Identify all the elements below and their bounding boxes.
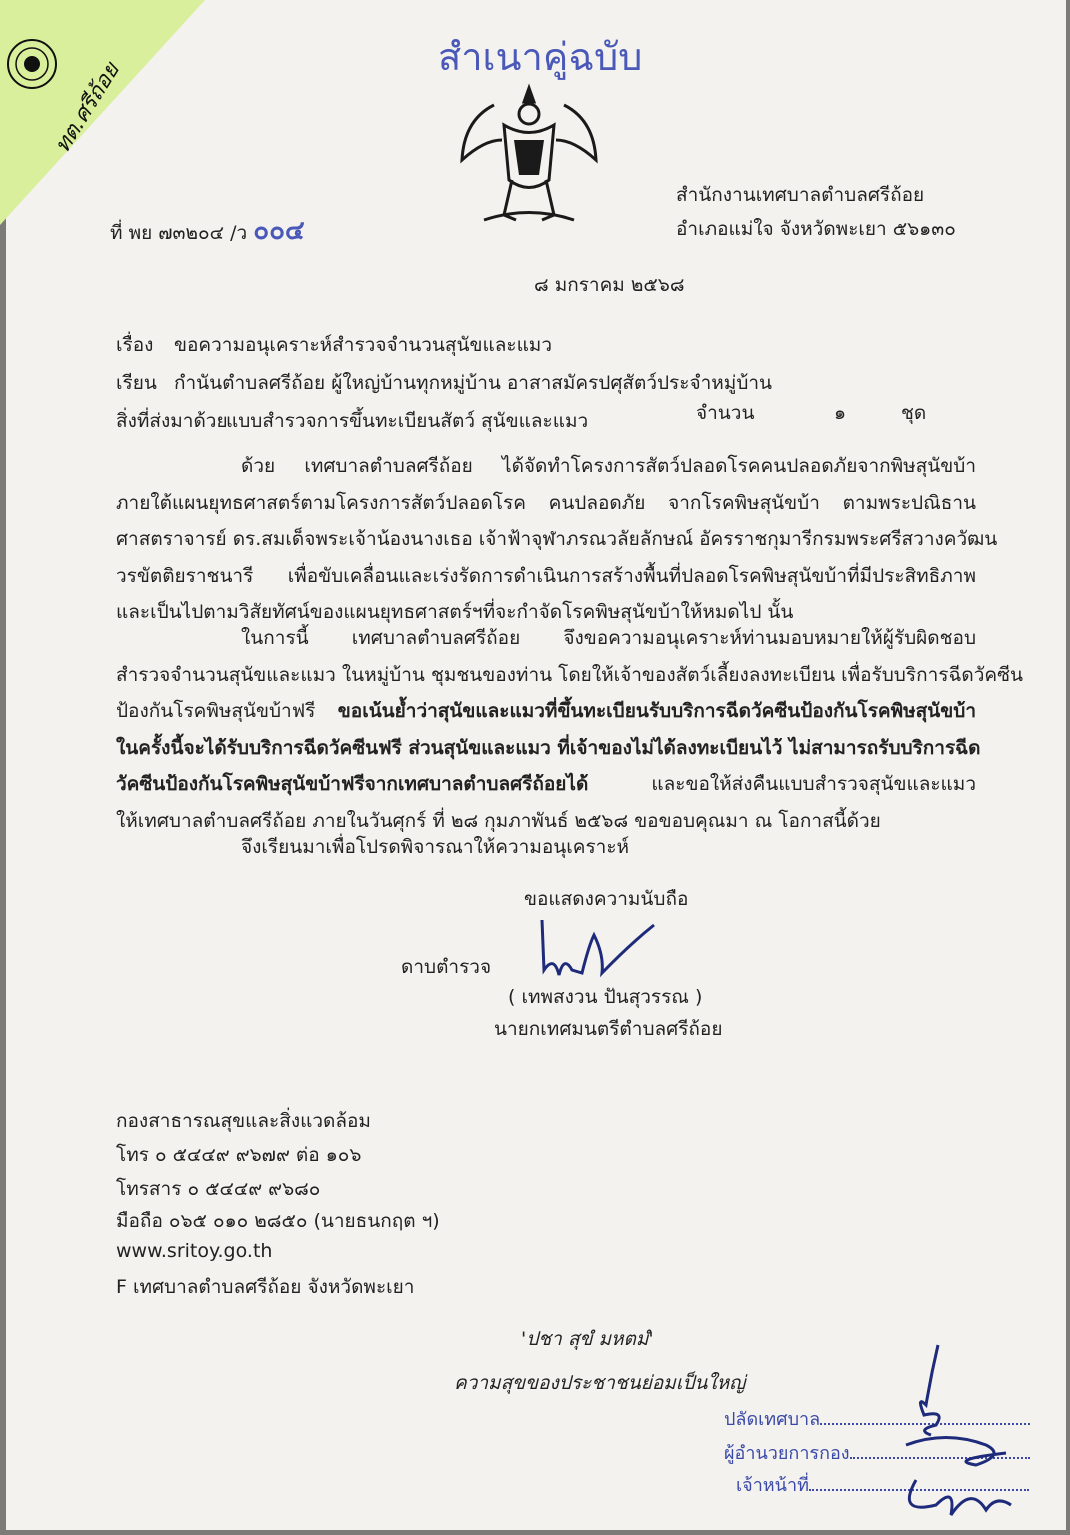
para2-line: [116, 693, 976, 730]
para1-line: ด้วย เทศบาลตำบลศรีถ้อย ได้จัดทำโครงการสัตว์ปลอดโรคคนปลอดภัยจากพิษสุนัขบ้า: [241, 455, 976, 477]
document-number: [110, 210, 305, 251]
enclosure-qty: ๑: [834, 402, 847, 424]
para1-line: ภายใต้แผนยุทธศาสตร์ตามโครงการสัตว์ปลอดโรค คนปลอดภัย จากโรคพิษสุนัขบ้า ตามพระปณิธาน: [116, 491, 976, 514]
body-paragraph-1: [116, 448, 998, 631]
enclosure-unit: ชุด: [901, 402, 927, 424]
para1-line: และเป็นไปตามวิสัยทัศน์ของแผนยุทธศาสตร์ฯที่จะกำจัดโรคพิษสุนัขบ้าให้หมดไป นั้น: [116, 601, 794, 623]
signature-mark: [534, 915, 664, 985]
closing-request: จึงเรียนมาเพื่อโปรดพิจารณาให้ความอนุเคราะห์: [241, 836, 630, 858]
para2-line: ให้เทศบาลตำบลศรีถ้อย ภายในวันศุกร์ ที่ ๒๘ กุมภาพันธ์ ๒๕๖๘ ขอขอบคุณมา ณ โอกาสนี้ด้วย: [116, 809, 881, 832]
contact-fax: โทรสาร ๐ ๕๔๔๙ ๙๖๘๐: [116, 1178, 321, 1200]
para2-line: ในการนี้ เทศบาลตำบลศรีถ้อย จึงขอความอนุเคราะห์ท่านมอบหมายให้ผู้รับผิดชอบ: [241, 627, 976, 649]
body-paragraph-2: [116, 620, 1023, 839]
para2-text: ป้องกันโรคพิษสุนัขบ้าฟรี: [116, 700, 338, 722]
motto-thai: ความสุขของประชาชนย่อมเป็นใหญ่: [454, 1372, 746, 1394]
recipient-text: กำนันตำบลศรีถ้อย ผู้ใหญ่บ้านทุกหมู่บ้าน อาสาสมัครปศุสัตว์ประจำหมู่บ้าน: [174, 372, 773, 394]
signer-rank: ดาบตำรวจ: [401, 956, 492, 978]
stamp-label: ทต.ศรีถ้อย: [49, 58, 125, 158]
enclosure-label: สิ่งที่ส่งมาด้วย: [116, 410, 228, 432]
motto-pali: 'ปชา สุขํ มหตมํ': [521, 1328, 654, 1350]
approval-officer-label: เจ้าหน้าที่: [736, 1475, 809, 1496]
enclosure-text: แบบสำรวจการขึ้นทะเบียนสัตว์ สุนัขและแมว: [226, 410, 589, 432]
municipal-seal-icon: [6, 38, 58, 90]
para2-emphasis: ในครั้งนี้จะได้รับบริการฉีดวัคซีนฟรี ส่วนสุนัขและแมว ที่เจ้าของไม่ได้ลงทะเบียนไว้ ไม่สามารถรับบริการฉีด: [116, 736, 981, 759]
para1-line: ศาสตราจารย์ ดร.สมเด็จพระเจ้าน้องนางเธอ เจ้าฟ้าจุฬาภรณวลัยลักษณ์ อัครราชกุมารีกรมพระศรีสวางควัฒน: [116, 528, 998, 550]
para2-line: สำรวจจำนวนสุนัขและแมว ในหมู่บ้าน ชุมชนของท่าน โดยให้เจ้าของสัตว์เลี้ยงลงทะเบียน เพื่อรับบริการฉีดวัคซีน: [116, 663, 1023, 686]
garuda-emblem-icon: [454, 80, 604, 230]
approval-deputy-label: ปลัดเทศบาล: [724, 1409, 821, 1430]
copy-handwritten-note: สำเนาคู่ฉบับ: [438, 35, 643, 79]
closing-salutation: ขอแสดงความนับถือ: [524, 888, 689, 910]
contact-website: www.sritoy.go.th: [116, 1240, 273, 1262]
para2-emphasis: ขอเน้นย้ำว่าสุนัขและแมวที่ขึ้นทะเบียนรับบริการฉีดวัคซีนป้องกันโรคพิษสุนัขบ้า: [337, 700, 976, 722]
para2-line: [116, 766, 976, 803]
recipient-label: เรียน: [116, 372, 157, 394]
enclosure-qty-label: จำนวน: [696, 402, 755, 424]
para1-line: วรขัตติยราชนารี เพื่อขับเคลื่อนและเร่งรัดการดำเนินการสร้างพื้นที่ปลอดโรคพิษสุนัขบ้าที่มีประสิทธิภาพ: [116, 564, 976, 587]
signer-name: ( เทพสงวน ปันสุวรรณ ): [508, 986, 703, 1008]
contact-phone: โทร ๐ ๕๔๔๙ ๙๖๗๙ ต่อ ๑๐๖: [116, 1144, 362, 1166]
para2-text: และขอให้ส่งคืนแบบสำรวจสุนัขและแมว: [588, 773, 976, 795]
contact-mobile: มือถือ ๐๖๕ ๐๑๐ ๒๘๕๐ (นายธนกฤต ฯ): [116, 1210, 440, 1232]
contact-division: กองสาธารณสุขและสิ่งแวดล้อม: [116, 1110, 371, 1132]
subject-label: เรื่อง: [116, 334, 154, 356]
doc-number-printed: ที่ พย ๗๓๒๐๔ /ว: [110, 222, 248, 244]
sender-office: สำนักงานเทศบาลตำบลศรีถ้อย: [676, 184, 925, 206]
subject-text: ขอความอนุเคราะห์สำรวจจำนวนสุนัขและแมว: [174, 334, 553, 356]
doc-number-handwritten: ๐๐๔: [253, 216, 305, 246]
contact-facebook: F เทศบาลตำบลศรีถ้อย จังหวัดพะเยา: [116, 1276, 415, 1298]
letter-page: [6, 0, 1066, 1530]
letter-date: ๘ มกราคม ๒๕๖๘: [534, 274, 685, 296]
approval-director-label: ผู้อำนวยการกอง: [724, 1443, 850, 1464]
para2-emphasis: วัคซีนป้องกันโรคพิษสุนัขบ้าฟรีจากเทศบาลตำบลศรีถ้อยได้: [116, 773, 589, 795]
approval-signatures: [876, 1335, 1056, 1535]
sender-address: อำเภอแม่ใจ จังหวัดพะเยา ๕๖๑๓๐: [676, 218, 956, 240]
signer-title: นายกเทศมนตรีตำบลศรีถ้อย: [494, 1018, 723, 1040]
